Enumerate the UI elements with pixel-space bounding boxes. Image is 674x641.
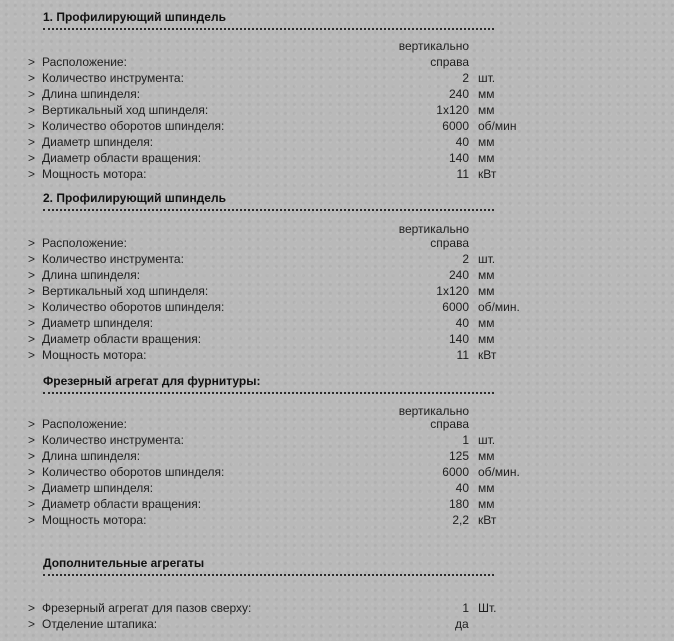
spec-row (0, 235, 674, 251)
bullet-arrow-icon: > (28, 284, 36, 298)
spec-unit: кВт (478, 513, 497, 527)
spec-value: 40 (455, 481, 469, 495)
spec-unit: шт. (478, 433, 496, 447)
spec-value: 140 (448, 332, 469, 346)
bullet-arrow-icon: > (28, 103, 36, 117)
section-title: Фрезерный агрегат для фурнитуры: (43, 374, 261, 388)
bullet-arrow-icon: > (28, 167, 36, 181)
spec-row (0, 512, 674, 528)
spec-label: Вертикальный ход шпинделя: (42, 103, 209, 117)
spec-value: справа (430, 236, 469, 250)
row-value-pre: вертикально (398, 222, 469, 236)
spec-unit: кВт (478, 348, 497, 362)
row-value-pre: вертикально (398, 39, 469, 53)
bullet-arrow-icon: > (28, 236, 36, 250)
spec-unit: мм (478, 268, 495, 282)
spec-value: 1 (462, 601, 469, 615)
spec-value: 240 (448, 268, 469, 282)
spec-value: 1x120 (436, 284, 469, 298)
spec-label: Отделение штапика: (42, 617, 158, 631)
bullet-arrow-icon: > (28, 135, 36, 149)
spec-label: Количество оборотов шпинделя: (42, 119, 225, 133)
section-title: 2. Профилирующий шпиндель (43, 191, 226, 205)
spec-label: Диаметр области вращения: (42, 151, 202, 165)
spec-label: Диаметр шпинделя: (42, 316, 154, 330)
spec-row (0, 70, 674, 86)
spec-label: Диаметр шпинделя: (42, 481, 154, 495)
spec-value: 1 (462, 433, 469, 447)
bullet-arrow-icon: > (28, 497, 36, 511)
spec-label: Диаметр области вращения: (42, 332, 202, 346)
row-value-pre: вертикально (398, 404, 469, 418)
spec-value: 125 (448, 449, 469, 463)
bullet-arrow-icon: > (28, 71, 36, 85)
spec-value: 2 (462, 252, 469, 266)
spec-row (0, 331, 674, 347)
spec-value: 6000 (442, 465, 469, 479)
bullet-arrow-icon: > (28, 601, 36, 615)
spec-row (0, 150, 674, 166)
spec-value: 140 (448, 151, 469, 165)
spec-label: Количество инструмента: (42, 433, 184, 447)
bullet-arrow-icon: > (28, 417, 36, 431)
spec-value: справа (430, 55, 469, 69)
bullet-arrow-icon: > (28, 348, 36, 362)
bullet-arrow-icon: > (28, 268, 36, 282)
spec-label: Мощность мотора: (42, 513, 147, 527)
spec-label: Расположение: (42, 417, 127, 431)
spec-unit: об/мин. (478, 465, 520, 479)
spec-unit: мм (478, 103, 495, 117)
spec-value: 6000 (442, 119, 469, 133)
spec-value: 1x120 (436, 103, 469, 117)
spec-value: да (455, 617, 469, 631)
spec-label: Длина шпинделя: (42, 449, 141, 463)
spec-label: Диаметр области вращения: (42, 497, 202, 511)
spec-unit: мм (478, 316, 495, 330)
spec-value: 40 (455, 316, 469, 330)
dotted-divider (43, 209, 494, 211)
spec-label: Фрезерный агрегат для пазов сверху: (42, 601, 252, 615)
spec-unit: Шт. (478, 601, 497, 615)
spec-unit: шт. (478, 252, 496, 266)
spec-row (0, 616, 674, 632)
spec-label: Диаметр шпинделя: (42, 135, 154, 149)
bullet-arrow-icon: > (28, 119, 36, 133)
spec-label: Мощность мотора: (42, 167, 147, 181)
spec-label: Расположение: (42, 236, 127, 250)
bullet-arrow-icon: > (28, 449, 36, 463)
dotted-divider (43, 392, 494, 394)
spec-unit: шт. (478, 71, 496, 85)
spec-unit: об/мин (478, 119, 517, 133)
spec-unit: об/мин. (478, 300, 520, 314)
spec-value: 40 (455, 135, 469, 149)
spec-row (0, 480, 674, 496)
spec-value: 2 (462, 71, 469, 85)
bullet-arrow-icon: > (28, 316, 36, 330)
spec-value: 2,2 (452, 513, 469, 527)
spec-row (0, 448, 674, 464)
spec-label: Количество инструмента: (42, 71, 184, 85)
spec-row (0, 283, 674, 299)
spec-label: Количество инструмента: (42, 252, 184, 266)
spec-row (0, 315, 674, 331)
spec-label: Количество оборотов шпинделя: (42, 465, 225, 479)
spec-row (0, 251, 674, 267)
spec-row (0, 416, 674, 432)
spec-label: Мощность мотора: (42, 348, 147, 362)
dotted-divider (43, 574, 494, 576)
spec-row (0, 267, 674, 283)
bullet-arrow-icon: > (28, 465, 36, 479)
spec-row (0, 299, 674, 315)
spec-value: 180 (448, 497, 469, 511)
section-title: 1. Профилирующий шпиндель (43, 10, 226, 24)
dotted-divider (43, 28, 494, 30)
spec-unit: мм (478, 87, 495, 101)
spec-value: 240 (448, 87, 469, 101)
spec-row (0, 600, 674, 616)
spec-label: Вертикальный ход шпинделя: (42, 284, 209, 298)
spec-row (0, 166, 674, 182)
bullet-arrow-icon: > (28, 433, 36, 447)
spec-row (0, 134, 674, 150)
spec-unit: мм (478, 481, 495, 495)
spec-unit: мм (478, 135, 495, 149)
spec-row (0, 464, 674, 480)
spec-unit: мм (478, 497, 495, 511)
bullet-arrow-icon: > (28, 55, 36, 69)
spec-label: Длина шпинделя: (42, 268, 141, 282)
spec-unit: мм (478, 332, 495, 346)
section-title: Дополнительные агрегаты (43, 556, 205, 570)
spec-value: справа (430, 417, 469, 431)
spec-label: Количество оборотов шпинделя: (42, 300, 225, 314)
bullet-arrow-icon: > (28, 300, 36, 314)
spec-row (0, 496, 674, 512)
spec-row (0, 118, 674, 134)
spec-value: 6000 (442, 300, 469, 314)
spec-value: 11 (456, 348, 469, 362)
bullet-arrow-icon: > (28, 617, 36, 631)
bullet-arrow-icon: > (28, 481, 36, 495)
bullet-arrow-icon: > (28, 151, 36, 165)
spec-unit: кВт (478, 167, 497, 181)
spec-unit: мм (478, 284, 495, 298)
bullet-arrow-icon: > (28, 513, 36, 527)
bullet-arrow-icon: > (28, 87, 36, 101)
spec-row (0, 86, 674, 102)
spec-row (0, 432, 674, 448)
spec-unit: мм (478, 449, 495, 463)
spec-unit: мм (478, 151, 495, 165)
spec-value: 11 (456, 167, 469, 181)
spec-label: Длина шпинделя: (42, 87, 141, 101)
spec-row (0, 347, 674, 363)
bullet-arrow-icon: > (28, 252, 36, 266)
bullet-arrow-icon: > (28, 332, 36, 346)
spec-label: Расположение: (42, 55, 127, 69)
spec-row (0, 102, 674, 118)
spec-row (0, 54, 674, 70)
